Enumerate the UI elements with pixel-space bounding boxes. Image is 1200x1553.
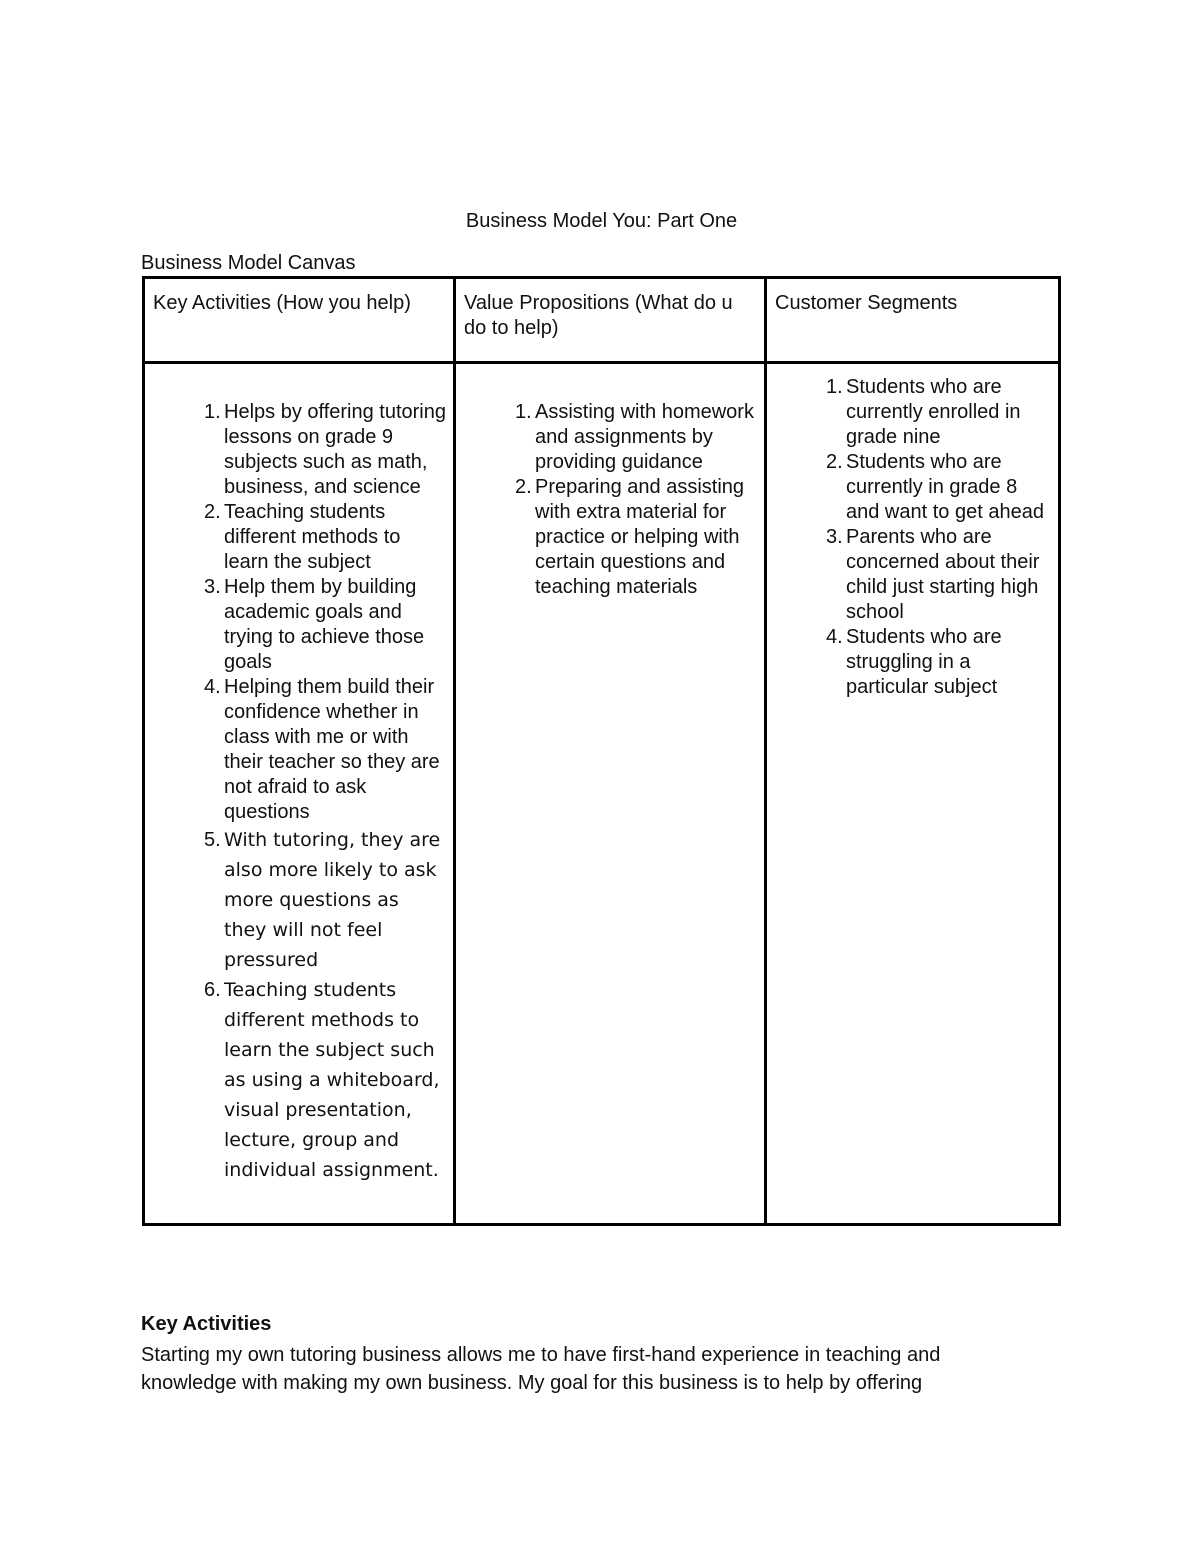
section-body-text: Starting my own tutoring business allows me to have first-hand experience in teaching and knowledge with making my own business. My goal for this business is to help by offering <box>141 1344 941 1394</box>
value-propositions-list <box>456 400 758 600</box>
list-item: 1. Assisting with homework and assignments by providing guidance <box>515 401 754 473</box>
header-key-activities: Key Activities (How you help) <box>144 278 455 363</box>
header-value-propositions: Value Propositions (What do u do to help) <box>455 278 766 363</box>
list-item: 2. Teaching students different methods to learn the subject <box>204 501 401 573</box>
key-activities-list <box>145 400 447 1185</box>
list-item: 2. Preparing and assisting with extra material for practice or helping with certain questions and teaching materials <box>515 476 745 598</box>
list-item: 4. Helping them build their confidence whether in class with me or with their teacher so they are not afraid to ask questions <box>204 676 440 823</box>
list-item: 1. Helps by offering tutoring lessons on grade 9 subjects such as math, business, and science <box>204 401 446 498</box>
value-propositions-cell <box>455 363 766 1225</box>
document-title: Business Model You: Part One <box>465 210 738 232</box>
list-item: 2. Students who are currently in grade 8 and want to get ahead <box>826 451 1044 523</box>
header-customer-segments: Customer Segments <box>766 278 1060 363</box>
table-row <box>144 363 1060 1225</box>
canvas-label: Business Model Canvas <box>141 252 356 274</box>
list-item: 1. Students who are currently enrolled in grade nine <box>826 376 1021 448</box>
customer-segments-cell <box>766 363 1060 1225</box>
table-header-row <box>144 278 1060 363</box>
list-item: 4. Students who are struggling in a particular subject <box>826 626 1002 698</box>
key-activities-cell <box>144 363 455 1225</box>
business-model-canvas-table <box>142 276 1061 1226</box>
section-heading-key-activities: Key Activities <box>141 1313 272 1335</box>
list-item: 3. Help them by building academic goals and trying to achieve those goals <box>204 576 425 673</box>
list-item: 5. With tutoring, they are also more likely to ask more questions as they will not feel pressured <box>204 829 441 971</box>
list-item: 6. Teaching students different methods to learn the subject such as using a whiteboard, visual presentation, lecture, group and individual assignment. <box>204 979 440 1181</box>
list-item: 3. Parents who are concerned about their child just starting high school <box>826 526 1040 623</box>
customer-segments-list <box>767 375 1052 700</box>
